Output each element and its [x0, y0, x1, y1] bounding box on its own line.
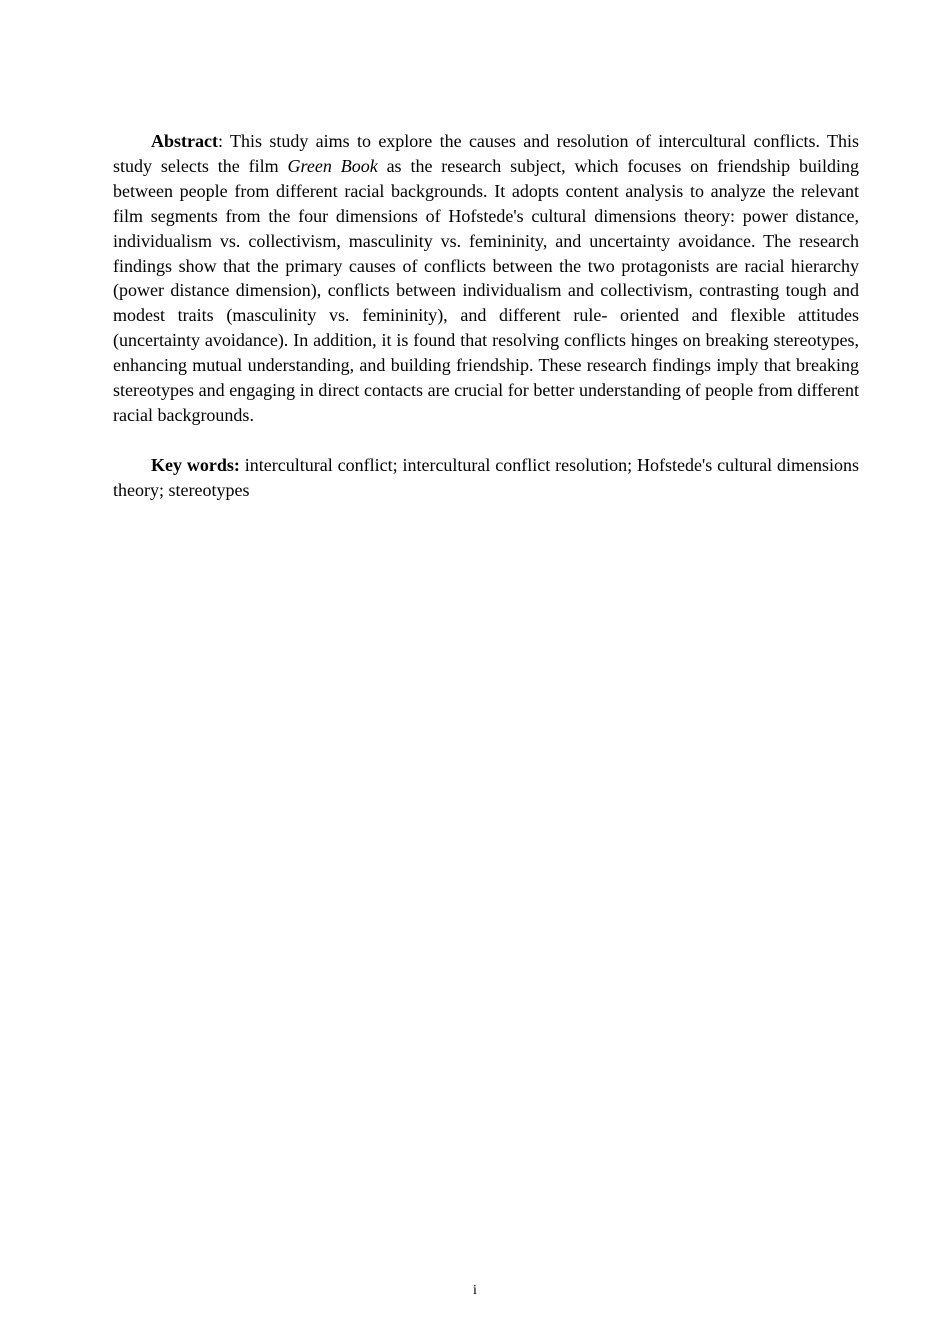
keywords-paragraph [113, 453, 859, 503]
abstract-text-end: as the research subject, which focuses on friendship building between people from different racial backgrounds. It adopts content analysis to analyze the relevant film segments from the four dimensions of Hofstede's cultural dimensions theory: power distance, individualism vs. collectivism, masculinity vs. femininity, and uncertainty avoidance. The research findings show that the primary causes of conflicts between the two protagonists are racial hierarchy (power distance dimension), conflicts between individualism and collectivism, contrasting tough and modest traits (masculinity vs. femininity), and different rule- oriented and flexible attitudes (uncertainty avoidance). In addition, it is found that resolving conflicts hinges on breaking stereotypes, enhancing mutual understanding, and building friendship. These research findings imply that breaking stereotypes and engaging in direct contacts are crucial for better understanding of people from different racial backgrounds. [113, 155, 859, 425]
page-number: i [473, 1283, 477, 1298]
abstract-section [113, 129, 859, 503]
film-title: Green Book [287, 155, 378, 176]
abstract-label: Abstract [151, 131, 218, 151]
abstract-text-start: : This study aims to explore the causes and resolution of intercultural conflicts. This study selects the film [113, 131, 859, 176]
keywords-text: intercultural conflict; intercultural conflict resolution; Hofstede's cultural dimensions theory; stereotypes [113, 454, 859, 500]
abstract-paragraph [113, 129, 859, 428]
keywords-label: Key words: [151, 454, 240, 475]
